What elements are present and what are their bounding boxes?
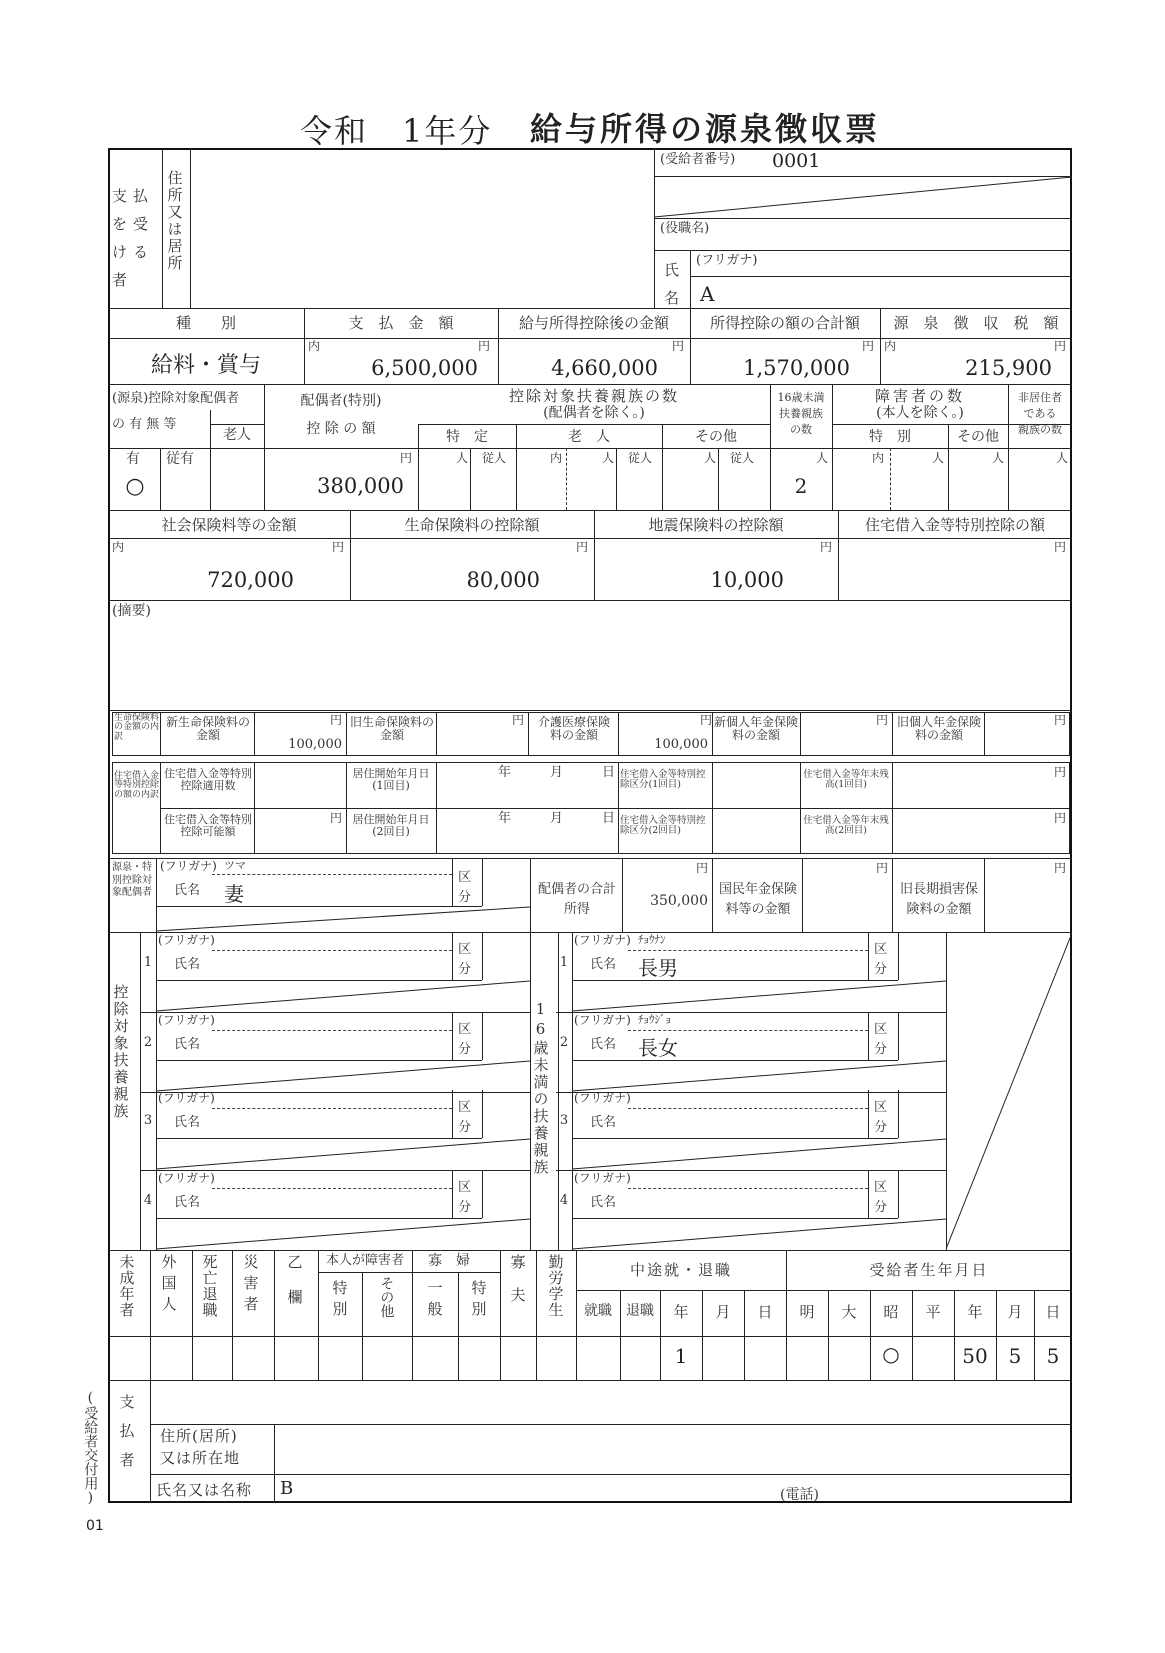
birth-hi-label: 日 (1045, 1303, 1061, 1321)
right-dep-furigana-label: (フリガナ) (574, 933, 631, 947)
left-dep-furigana-label: (フリガナ) (158, 1091, 215, 1105)
under16-header-c: の数 (790, 423, 812, 436)
social-uchi: 内 (112, 540, 125, 554)
memo-field[interactable] (110, 622, 1070, 708)
balance1-label: 住宅借入金等年末残高(1回目) (803, 769, 889, 790)
dependents-header: 控除対象扶養親族の数 (508, 387, 679, 405)
disabled-tokubetsu-nin: 人 (932, 451, 945, 465)
special-header-b: 控 除 の 額 (306, 421, 376, 437)
nonresident-header-a: 非居住者 (1018, 391, 1062, 404)
era-tai-label: 大 (841, 1303, 857, 1321)
old-longterm-label: 旧長期損害保険料の金額 (899, 882, 978, 917)
otsu-label: 乙欄 (285, 1254, 304, 1324)
spouse-kubun: 区分 (458, 870, 472, 905)
right-dep-kubun: 区分 (874, 942, 888, 977)
header-tax: 源 泉 徴 収 税 額 (893, 314, 1059, 332)
start2-tsuki: 月 (550, 811, 564, 826)
birth-label: 受給者生年月日 (869, 1261, 989, 1279)
right-dep-slash (572, 1218, 946, 1250)
spouse-furigana[interactable]: ツマ (224, 859, 246, 872)
nonresident-header-c: 親族の数 (1018, 423, 1062, 436)
spouse-income-label: 配偶者の合計所得 (538, 882, 617, 917)
student-label: 勤労学生 (546, 1254, 565, 1318)
payer-label: 支払者 (117, 1394, 136, 1481)
spouse-name-label: 氏名 (174, 883, 201, 898)
roujin-uchi: 内 (550, 451, 563, 465)
pension-label: 国民年金保険料等の金額 (718, 882, 797, 917)
new-pension-yen: 円 (876, 713, 889, 727)
disabled-sonota-flag: その他 (378, 1276, 395, 1318)
mid-nen-label: 年 (673, 1303, 689, 1321)
title-left: 令和 1年分 (300, 112, 493, 150)
left-dep-slash (156, 980, 530, 1012)
right-dep-slash (572, 1060, 946, 1092)
payer-name[interactable]: B (280, 1478, 294, 1499)
right-dep-number: 2 (559, 1035, 569, 1050)
payment-type[interactable]: 給料・賞与 (150, 353, 261, 378)
furigana-label: (フリガナ) (696, 253, 758, 268)
page-code: 01 (86, 1518, 104, 1534)
start1-nen: 年 (498, 765, 512, 780)
payer-name-label: 氏名又は名称 (156, 1481, 253, 1499)
header-total-deduction: 所得控除の額の合計額 (709, 314, 860, 332)
after-deduction-amount[interactable]: 4,660,000 (551, 356, 658, 380)
mid-year-value[interactable]: 1 (674, 1344, 688, 1368)
right-dep-name-label: 氏名 (590, 1195, 617, 1210)
earthquake-yen: 円 (820, 540, 833, 554)
start2-label: 居住開始年月日(2回目) (352, 813, 430, 838)
sonota-nin: 人 (704, 451, 717, 465)
social-yen: 円 (332, 540, 345, 554)
spouse-slash (156, 906, 530, 932)
possible-yen: 円 (330, 811, 343, 825)
tax-amount[interactable]: 215,900 (965, 356, 1052, 380)
housing-yen: 円 (1054, 540, 1067, 554)
under16-dependents-label: 16歳未満の扶養親族 (531, 1000, 550, 1176)
left-dep-kubun: 区分 (458, 1180, 472, 1215)
roujin-header: 老 人 (568, 429, 610, 445)
under16-header-b: 扶養親族 (779, 407, 823, 420)
old-life-label: 旧生命保険料の金額 (350, 715, 435, 742)
sonota-jn: 従人 (730, 451, 755, 465)
left-dep-kubun: 区分 (458, 1100, 472, 1135)
life-detail-label: 生命保険料の金額の内訳 (114, 713, 160, 742)
start2-hi: 日 (602, 811, 616, 826)
old-pension-yen: 円 (1054, 713, 1067, 727)
under16-count[interactable]: 2 (794, 474, 808, 498)
birth-tsuki-label: 月 (1007, 1303, 1023, 1321)
life-amount[interactable]: 80,000 (466, 568, 540, 592)
left-dep-furigana-label: (フリガナ) (158, 933, 215, 947)
recipient-name[interactable]: A (700, 282, 715, 306)
name-label: 氏名 (664, 261, 680, 307)
left-dep-number: 1 (143, 955, 153, 970)
left-dep-kubun: 区分 (458, 1022, 472, 1057)
earthquake-amount[interactable]: 10,000 (710, 568, 784, 592)
era-mei-label: 明 (799, 1303, 815, 1321)
kubun2-label: 住宅借入金等特別控除区分(2回目) (620, 815, 706, 836)
right-dep-furigana[interactable]: ﾁｮｳﾅﾝ (638, 933, 666, 946)
right-dep-name-label: 氏名 (590, 1037, 617, 1052)
minor-label: 未成年者 (117, 1254, 136, 1318)
start1-label: 居住開始年月日(1回目) (352, 767, 430, 792)
mid-tsuki-label: 月 (715, 1303, 731, 1321)
taishoku-label: 退職 (626, 1303, 654, 1319)
after-deduction-yen: 円 (672, 339, 685, 353)
left-dep-slash (156, 1218, 530, 1250)
balance1-yen: 円 (1054, 765, 1067, 779)
sonota-header: その他 (695, 429, 737, 445)
disabled-sonota-nin: 人 (992, 451, 1005, 465)
death-label: 死亡退職 (200, 1254, 219, 1318)
birth-day[interactable]: 5 (1046, 1344, 1060, 1368)
spouse-header-a: (源泉)控除対象配偶者 (112, 391, 240, 406)
kubun1-label: 住宅借入金等特別控除区分(1回目) (620, 769, 706, 790)
payment-yen: 円 (478, 339, 491, 353)
address-label: 住所又は居所 (165, 170, 184, 272)
header-after-deduction: 給与所得控除後の金額 (518, 314, 669, 332)
disabled-tokubetsu-flag: 特別 (330, 1280, 349, 1322)
disabled-uchi: 内 (872, 451, 885, 465)
widower-label: 寡夫 (508, 1254, 527, 1320)
total-deduction-yen: 円 (862, 339, 875, 353)
dependents-subheader: (配偶者を除く。) (543, 405, 645, 421)
left-dep-furigana-label: (フリガナ) (158, 1013, 215, 1027)
tokutei-header: 特 定 (446, 429, 488, 445)
spouse-furigana-label: (フリガナ) (160, 859, 217, 873)
disabled-subheader: (本人を除く。) (876, 405, 964, 421)
right-dep-name[interactable]: 長女 (638, 1036, 678, 1060)
tokutei-nin: 人 (456, 451, 469, 465)
care-label: 介護医療保険料の金額 (537, 715, 610, 742)
tax-yen: 円 (1054, 339, 1067, 353)
right-blank-slash (946, 932, 1072, 1250)
payer-address-label-b: 又は所在地 (160, 1449, 241, 1467)
header-payment: 支 払 金 額 (348, 314, 454, 332)
birth-nen-label: 年 (967, 1303, 983, 1321)
special-header-a: 配偶者(特別) (300, 393, 382, 409)
right-dep-furigana-label: (フリガナ) (574, 1091, 631, 1105)
left-dep-name-label: 氏名 (174, 1037, 201, 1052)
disaster-label: 災害者 (241, 1254, 260, 1317)
disabled-tokubetsu-header: 特 別 (869, 429, 911, 445)
right-dep-name-label: 氏名 (590, 1115, 617, 1130)
right-dep-number: 1 (559, 955, 569, 970)
widow-label: 寡婦 (428, 1253, 484, 1269)
right-dep-number: 3 (559, 1113, 569, 1128)
special-yen: 円 (400, 451, 413, 465)
recipient-copy-label: (受給者交付用) (82, 1390, 99, 1506)
foreign-label: 外国人 (159, 1254, 178, 1317)
spouse-jyu-label: 従有 (166, 451, 194, 467)
spouse-ari-label: 有 (126, 451, 140, 467)
payment-amount[interactable]: 6,500,000 (371, 356, 478, 380)
nonresident-nin: 人 (1056, 451, 1069, 465)
right-dep-kubun: 区分 (874, 1180, 888, 1215)
address-field[interactable] (192, 150, 652, 306)
tokutei-jn: 従人 (482, 451, 507, 465)
old-longterm-yen: 円 (1054, 861, 1067, 875)
left-dep-slash (156, 1138, 530, 1170)
right-dep-slash (572, 1138, 946, 1170)
balance2-yen: 円 (1054, 811, 1067, 825)
start1-tsuki: 月 (550, 765, 564, 780)
right-dep-number: 4 (559, 1193, 569, 1208)
right-dep-furigana[interactable]: ﾁｮｳｼﾞｮ (638, 1013, 671, 1026)
era-hei-label: 平 (925, 1303, 941, 1321)
social-header: 社会保険料等の金額 (161, 516, 297, 534)
self-disabled-label: 本人が障害者 (325, 1253, 404, 1268)
era-sho-mark[interactable]: ○ (882, 1342, 900, 1366)
widow-tokubetsu-label: 特別 (469, 1280, 488, 1322)
payment-uchi: 内 (308, 339, 321, 353)
birth-month[interactable]: 5 (1008, 1344, 1022, 1368)
payer-address-label-a: 住所(居所) (160, 1427, 238, 1445)
right-dep-slash (572, 980, 946, 1012)
recipient-number[interactable]: 0001 (772, 150, 821, 172)
care-value[interactable]: 100,000 (654, 737, 708, 752)
spouse-name[interactable]: 妻 (224, 882, 244, 906)
right-dep-furigana-label: (フリガナ) (574, 1171, 631, 1185)
era-sho-label: 昭 (883, 1303, 899, 1321)
right-dep-kubun: 区分 (874, 1100, 888, 1135)
recipient-label: 支払を受ける者 (112, 187, 155, 289)
possible-label: 住宅借入金等特別控除可能額 (164, 813, 252, 838)
roujin-jn: 従人 (628, 451, 653, 465)
apply-count-label: 住宅借入金等特別控除適用数 (164, 767, 252, 792)
roujin-nin: 人 (602, 451, 615, 465)
left-dep-name-label: 氏名 (174, 1115, 201, 1130)
nonresident-header-b: である (1023, 407, 1057, 420)
left-dep-number: 3 (143, 1113, 153, 1128)
page-title: 給与所得の源泉徴収票 (530, 110, 881, 148)
new-pension-label: 新個人年金保険料の金額 (714, 715, 799, 742)
special-amount[interactable]: 380,000 (317, 474, 404, 498)
spouse-header-b: の 有 無 等 (112, 417, 177, 432)
birth-year[interactable]: 50 (962, 1344, 988, 1368)
left-dep-number: 4 (143, 1193, 153, 1208)
spouse-income-yen: 円 (696, 861, 709, 875)
spouse-mark[interactable]: ○ (125, 474, 145, 499)
spouse-income[interactable]: 350,000 (650, 893, 708, 909)
life-header: 生命保険料の控除額 (404, 516, 540, 534)
payer-tel-label: (電話) (780, 1487, 819, 1503)
spouse-roujin-header: 老人 (223, 427, 251, 443)
left-dep-slash (156, 1060, 530, 1092)
start1-hi: 日 (602, 765, 616, 780)
disabled-sonota-header: その他 (957, 429, 999, 445)
right-dep-name[interactable]: 長男 (638, 956, 678, 980)
mid-hi-label: 日 (757, 1303, 773, 1321)
left-dep-furigana-label: (フリガナ) (158, 1171, 215, 1185)
housing-detail-label: 住宅借入金等特別控除の額の内訳 (114, 771, 160, 800)
start2-nen: 年 (498, 811, 512, 826)
new-life-value[interactable]: 100,000 (288, 737, 342, 752)
pension-yen: 円 (876, 861, 889, 875)
position-label: (役職名) (660, 221, 710, 236)
right-dep-furigana-label: (フリガナ) (574, 1013, 631, 1027)
balance2-label: 住宅借入金等年末残高(2回目) (803, 815, 889, 836)
total-deduction-amount[interactable]: 1,570,000 (743, 356, 850, 380)
old-pension-label: 旧個人年金保険料の金額 (896, 715, 981, 742)
memo-label: (摘要) (112, 603, 151, 619)
left-dep-name-label: 氏名 (174, 1195, 201, 1210)
left-dep-kubun: 区分 (458, 942, 472, 977)
under16-header-a: 16歳未満 (777, 391, 825, 404)
new-life-yen: 円 (330, 713, 343, 727)
new-life-label: 新生命保険料の金額 (166, 715, 251, 742)
recipient-number-label: (受給者番号) (660, 152, 736, 167)
tax-uchi: 内 (884, 339, 897, 353)
spouse-row-label: 源泉・特別控除対象配偶者 (112, 862, 152, 898)
right-dep-kubun: 区分 (874, 1022, 888, 1057)
social-amount[interactable]: 720,000 (207, 568, 294, 592)
right-dep-name-label: 氏名 (590, 957, 617, 972)
care-yen: 円 (700, 713, 713, 727)
header-type: 種 別 (175, 314, 236, 332)
dependents-label: 控除対象扶養親族 (111, 984, 130, 1120)
old-life-yen: 円 (512, 713, 525, 727)
housing-header: 住宅借入金等特別控除の額 (864, 516, 1045, 534)
left-dep-number: 2 (143, 1035, 153, 1050)
left-dep-name-label: 氏名 (174, 957, 201, 972)
shushoku-label: 就職 (584, 1303, 612, 1319)
earthquake-header: 地震保険料の控除額 (648, 516, 784, 534)
life-yen: 円 (576, 540, 589, 554)
midyear-label: 中途就・退職 (629, 1261, 732, 1279)
disabled-header: 障害者の数 (874, 387, 965, 405)
under16-nin: 人 (816, 451, 829, 465)
widow-ippan-label: 一般 (425, 1280, 444, 1322)
number-slash (654, 176, 1072, 218)
